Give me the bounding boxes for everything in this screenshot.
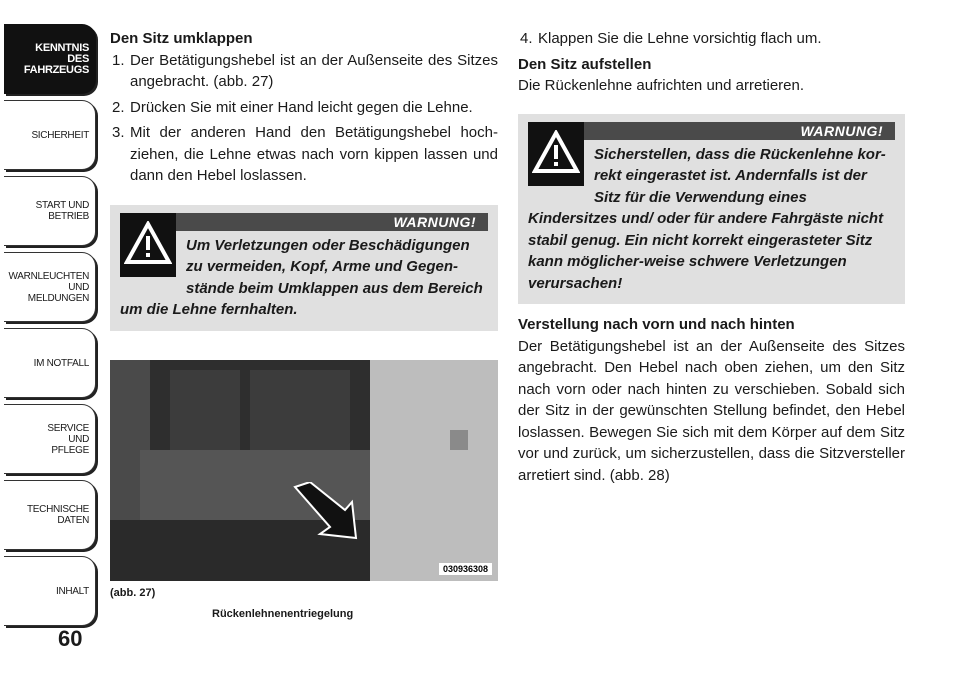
tab-label: FAHRZEUGS: [23, 63, 89, 76]
figure-title: Rückenlehnenentriegelung: [212, 608, 354, 620]
warning-title: WARNUNG!: [120, 213, 488, 231]
tab-label: SICHERHEIT: [31, 129, 89, 141]
step-text: Der Betätigungshebel ist an der Außenseite des Sitzes angebracht. (abb. 27): [130, 51, 498, 90]
tab-label: DES: [67, 52, 89, 65]
step-number: 4.: [520, 30, 533, 47]
paragraph: Die Rückenlehne aufrichten und arretieren.: [518, 77, 805, 94]
seat-release-photo: [110, 360, 498, 581]
warning-triangle-icon: [120, 213, 176, 277]
arrow-pointer-icon: [290, 482, 360, 542]
warning-box: [518, 114, 905, 305]
tab-service-und-pflege[interactable]: [4, 404, 96, 474]
tab-label: BETRIEB: [48, 211, 89, 222]
tab-inhalt[interactable]: [4, 556, 96, 626]
left-column: [110, 28, 498, 331]
tab-label: IM NOTFALL: [33, 357, 89, 369]
tab-label: UND: [68, 433, 89, 445]
step-text: Drücken Sie mit einer Hand leicht gegen die Lehne.: [130, 98, 473, 116]
tab-label: MELDUNGEN: [27, 292, 89, 304]
list-item: [110, 50, 498, 93]
figure-code: 030936308: [439, 563, 492, 575]
tab-label: UND: [68, 281, 89, 293]
list-item: [110, 97, 498, 119]
section-heading: Den Sitz umklappen: [110, 30, 253, 47]
step-text: Klappen Sie die Lehne vorsichtig flach um.: [538, 30, 822, 47]
right-column: [518, 28, 905, 486]
warning-text: Sicherstellen, dass die Rückenlehne kor-rekt eingerastet ist. Andernfalls ist der Sitz für die Verwendung eines Kindersitzes und/ oder für andere Fahrgäste nicht stabil genug. Ein nicht korrekt eingerasteter Sitz kann möglicher-weise schwere Verletzungen verursachen!: [528, 145, 886, 292]
tab-label: START UND: [35, 200, 89, 211]
steps-list: [110, 50, 498, 187]
step-number: 2.: [112, 98, 125, 116]
warning-triangle-icon: [528, 122, 584, 186]
tab-label: TECHNISCHE: [26, 504, 89, 515]
steps-list-continued: [518, 28, 905, 50]
tab-start-und-betrieb[interactable]: [4, 176, 96, 246]
warning-box: [110, 205, 498, 331]
warning-text: Um Verletzungen oder Beschädigungen zu vermeiden, Kopf, Arme und Gegen-stände beim Umklappen aus dem Bereich um die Lehne fernhalten.: [120, 236, 483, 318]
tab-label: INHALT: [55, 585, 89, 597]
step-text: Mit der anderen Hand den Betätigungshebel hoch-ziehen, die Lehne etwas nach vorn kippen lassen und dann den Hebel loslassen.: [130, 124, 498, 184]
tab-label: DATEN: [57, 515, 89, 526]
tab-kenntnis-des-fahrzeugs[interactable]: [4, 24, 96, 94]
page-number: 60: [58, 626, 83, 651]
figure-label: (abb. 27): [110, 587, 156, 599]
tab-label: KENNTNIS: [35, 41, 89, 54]
tab-warnleuchten-und-meldungen[interactable]: [4, 252, 96, 322]
tab-im-notfall[interactable]: [4, 328, 96, 398]
tab-label: WARNLEUCHTEN: [8, 270, 89, 282]
list-item: [518, 28, 905, 50]
warning-title: WARNUNG!: [528, 122, 895, 140]
tab-sicherheit[interactable]: [4, 100, 96, 170]
section-heading: Verstellung nach vorn und nach hinten: [518, 316, 795, 333]
step-number: 3.: [112, 124, 125, 141]
paragraph: Der Betätigungshebel ist an der Außenseite des Sitzes angebracht. Den Hebel nach oben ziehen, um den Sitz nach vorn oder nach hinten zu verschieben. Sobald sich der Sitz in der gewünschten Stellung befindet, den Hebel loslassen. Bewegen Sie sich mit dem Körper auf dem Sitz vor und zurück, um sicherzustellen, dass die Sitzversteller arretiert sind. (abb. 28): [518, 337, 905, 484]
step-number: 1.: [112, 51, 125, 69]
list-item: [110, 122, 498, 187]
tab-technische-daten[interactable]: [4, 480, 96, 550]
tab-label: PFLEGE: [51, 444, 89, 456]
section-heading: Den Sitz aufstellen: [518, 55, 652, 73]
tab-label: SERVICE: [47, 422, 89, 434]
